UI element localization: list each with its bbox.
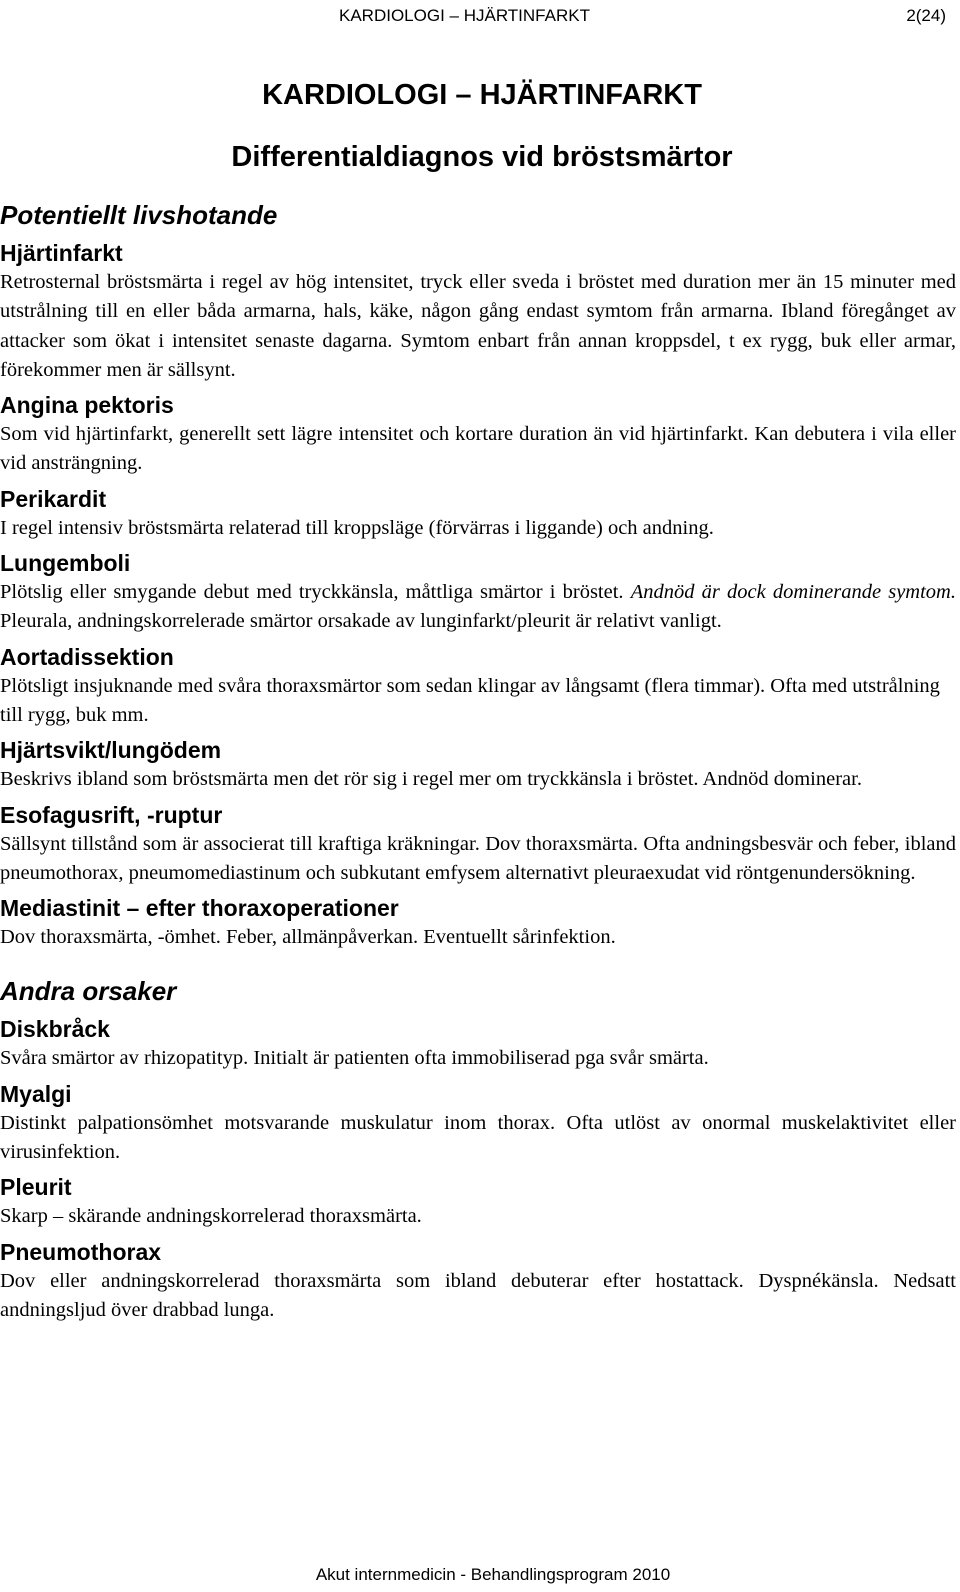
- entry-text: Svåra smärtor av rhizopatityp. Initialt är patienten ofta immobiliserad pga svår smärta.: [0, 1047, 709, 1070]
- entry-text: Skarp – skärande andningskorrelerad thoraxsmärta.: [0, 1205, 422, 1228]
- entry-text: Distinkt palpationsömhet motsvarande muskulatur inom thorax. Ofta utlöst av onormal muskelaktivitet eller virusinfektion.: [0, 1111, 956, 1164]
- section-heading-potentially-life-threatening: Potentiellt livshotande: [0, 200, 278, 230]
- entry-esofagusrift: [0, 800, 956, 889]
- entry-text: Beskrivs ibland som bröstsmärta men det rör sig i regel mer om tryckkänsla i bröstet. Andnöd dominerar.: [0, 768, 862, 791]
- entry-title: Hjärtsvikt/lungödem: [0, 737, 222, 764]
- document-body: [0, 198, 956, 1330]
- entry-aortadissektion: [0, 642, 956, 731]
- entry-hjartsvikt: [0, 735, 956, 794]
- entry-myalgi: [0, 1079, 956, 1168]
- entry-pneumothorax: [0, 1237, 956, 1326]
- document-title: KARDIOLOGI – HJÄRTINFARKT: [262, 79, 702, 111]
- entry-title: Pneumothorax: [0, 1238, 162, 1265]
- section-heading-other-causes: Andra orsaker: [0, 976, 177, 1007]
- entry-text: Dov eller andningskorrelerad thoraxsmärta som ibland debuterar efter hostattack. Dyspnékänsla. Nedsatt andningsljud över drabbad lunga.: [0, 1269, 956, 1321]
- entry-perikardit: [0, 484, 956, 543]
- entry-text: Sällsynt tillstånd som är associerat till kraftiga kräkningar. Dov thoraxsmärta. Ofta andningsbesvär och feber, ibland pneumothorax, pneumomediastinum och subkutant emfysem alternativt pleuraexudat vid röntgenundersökning.: [0, 832, 956, 884]
- entry-title: Lungemboli: [0, 550, 131, 577]
- document-subtitle: Differentialdiagnos vid bröstsmärtor: [231, 141, 733, 173]
- entry-text: I regel intensiv bröstsmärta relaterad till kroppsläge (förvärras i liggande) och andning.: [0, 516, 714, 539]
- running-footer: [0, 1563, 960, 1587]
- entry-title: Hjärtinfarkt: [0, 240, 123, 266]
- entry-title: Aortadissektion: [0, 643, 174, 670]
- entry-text: Retrosternal bröstsmärta i regel av hög intensitet, tryck eller sveda i bröstet med duration mer än 15 minuter med utstrålning till en eller båda armarna, hals, käke, någon gång endast symtom från armarna. Ibland föregånget av attacker som ökat i intensitet senaste dagarna. Symtom enbart från annan kroppsdel, t ex rygg, buk eller armar, förekommer men är sällsynt.: [0, 271, 956, 381]
- entry-text: Som vid hjärtinfarkt, generellt sett lägre intensitet och kortare duration än vid hjärtinfarkt. Kan debutera i vila eller vid ansträngning.: [0, 423, 956, 475]
- entry-title: Angina pektoris: [0, 392, 174, 419]
- entry-text-part: Pleurala, andningskorrelerade smärtor orsakade av lunginfarkt/pleurit är relativt vanligt.: [0, 610, 722, 633]
- entry-title: Myalgi: [0, 1080, 72, 1107]
- entry-title: Pleurit: [0, 1174, 72, 1201]
- page-number: 2(24): [906, 6, 946, 25]
- entry-title: Perikardit: [0, 485, 107, 512]
- entry-text: [0, 578, 956, 637]
- running-header: [0, 4, 960, 28]
- entry-lungemboli: [0, 548, 956, 637]
- entry-text-emphasis: Andnöd är dock dominerande symtom.: [630, 581, 956, 604]
- entry-hjartinfarkt: [0, 238, 956, 385]
- entry-title: Esofagusrift, -ruptur: [0, 801, 223, 828]
- footer-text: Akut internmedicin - Behandlingsprogram 2010: [315, 1565, 671, 1584]
- entry-text: Dov thoraxsmärta, -ömhet. Feber, allmänpåverkan. Eventuellt sårinfektion.: [0, 926, 616, 949]
- entry-angina-pektoris: [0, 390, 956, 479]
- entry-text-part: Plötslig eller smygande debut med tryckkänsla, måttliga smärtor i bröstet.: [0, 581, 631, 604]
- entry-text: Plötsligt insjuknande med svåra thoraxsmärtor som sedan klingar av långsamt (flera timmar). Ofta med utstrålning till rygg, buk mm.: [0, 674, 940, 726]
- entry-title: Diskbråck: [0, 1016, 110, 1043]
- entry-diskbrack: [0, 1014, 956, 1073]
- entry-mediastinit: [0, 893, 956, 952]
- entry-pleurit: [0, 1172, 956, 1231]
- running-header-title: KARDIOLOGI – HJÄRTINFARKT: [339, 6, 590, 25]
- entry-title: Mediastinit – efter thoraxoperationer: [0, 895, 399, 922]
